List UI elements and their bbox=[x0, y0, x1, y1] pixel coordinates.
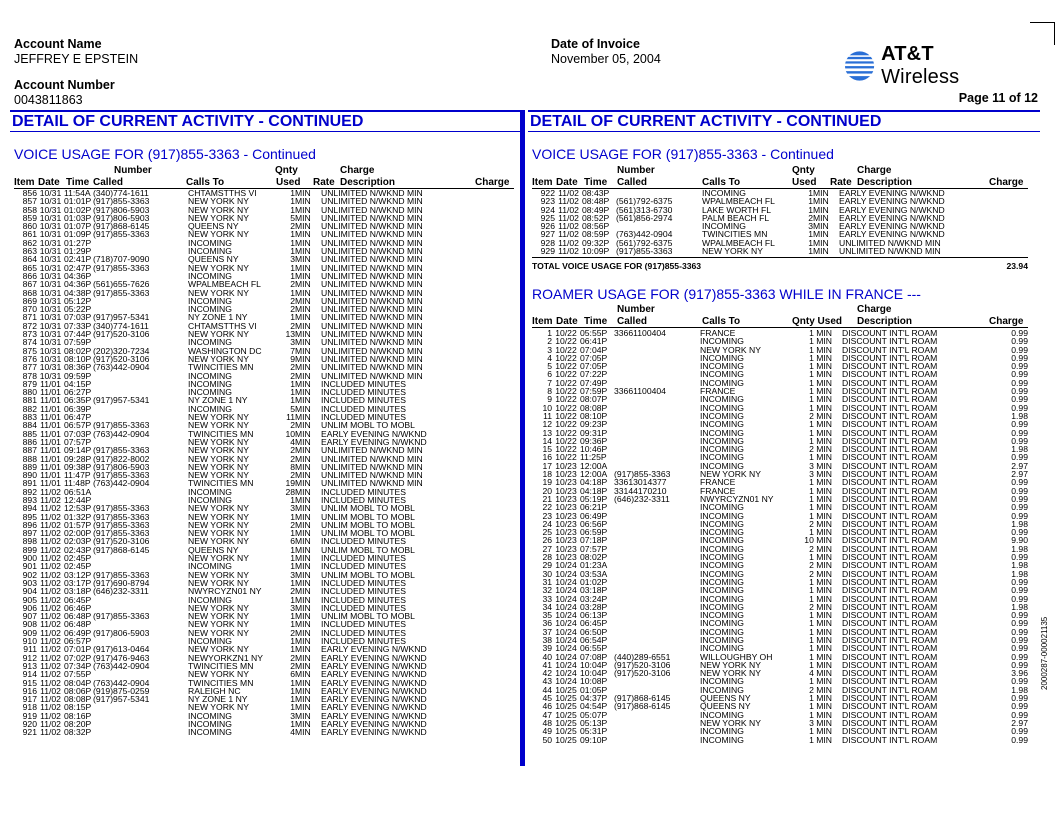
table-row: 907 11/02 06:48P (917)855-3363 NEW YORK NY 1 MIN UNLIM MOBL TO MOBL bbox=[22, 611, 415, 622]
total-voice-usage-label: TOTAL VOICE USAGE FOR (917)855-3363 bbox=[532, 261, 702, 271]
table-row: 867 10/31 04:36P (561)655-7626 WPALMBEACH FL 2 MIN UNLIMITED N/WKND MIN bbox=[22, 279, 423, 290]
voice-usage-subtitle-right: VOICE USAGE FOR (917)855-3363 - Continued bbox=[532, 146, 834, 162]
table-row: 28 10/23 08:02P INCOMING 1 MIN DISCOUNT INT'L ROAM 0.99 bbox=[542, 552, 1028, 563]
table-row: 16 10/22 11:25P INCOMING 1 MIN DISCOUNT INT'L ROAM 0.99 bbox=[542, 452, 1028, 463]
table-row: 917 11/02 08:08P (917)957-5341 NY ZONE 1 NY 1 MIN EARLY EVENING N/WKND bbox=[22, 694, 427, 705]
column-header-charge-r: Charge bbox=[989, 177, 1024, 188]
table-row: 866 10/31 04:36P INCOMING 1 MIN UNLIMITED N/WKND MIN bbox=[22, 270, 423, 281]
globe-icon bbox=[844, 50, 875, 82]
roamer-usage-table bbox=[532, 329, 1028, 744]
table-row: 43 10/24 10:08P INCOMING 1 MIN DISCOUNT INT'L ROAM 0.99 bbox=[542, 676, 1028, 687]
table-row: 33 10/24 03:24P INCOMING 1 MIN DISCOUNT INT'L ROAM 0.99 bbox=[542, 593, 1028, 604]
section-title-right: DETAIL OF CURRENT ACTIVITY - CONTINUED bbox=[528, 110, 1040, 132]
table-row: 875 10/31 08:02P (202)320-7234 WASHINGTON DC 7 MIN UNLIMITED N/WKND MIN bbox=[22, 345, 423, 356]
table-row: 920 11/02 08:20P INCOMING 1 MIN EARLY EVENING N/WKND bbox=[22, 719, 427, 729]
table-row: 899 11/02 02:43P (917)868-6145 QUEENS NY 1 MIN UNLIM MOBL TO MOBL bbox=[22, 544, 415, 555]
table-row: 23 10/23 06:49P INCOMING 1 MIN DISCOUNT INT'L ROAM 0.99 bbox=[542, 510, 1028, 521]
table-row: 4 10/22 07:05P INCOMING 1 MIN DISCOUNT INT'L ROAM 0.99 bbox=[547, 352, 1028, 363]
table-row: 916 11/02 08:06P (919)875-0259 RALEIGH NC 1 MIN EARLY EVENING N/WKND bbox=[22, 685, 427, 696]
table-row: 918 11/02 08:15P NEW YORK NY 1 MIN EARLY EVENING N/WKND bbox=[22, 702, 427, 713]
table-row: 868 10/31 04:38P (917)855-3363 NEW YORK NY 1 MIN UNLIMITED N/WKND MIN bbox=[22, 287, 423, 298]
table-row: 893 11/02 12:44P INCOMING 1 MIN INCLUDED MINUTES bbox=[22, 494, 406, 505]
roam-header-calls-to: Calls To bbox=[702, 316, 741, 327]
logo-text: AT&T Wireless bbox=[881, 43, 960, 88]
table-row: 864 10/31 02:41P (718)707-9090 QUEENS NY 3 MIN UNLIMITED N/WKND MIN bbox=[22, 254, 423, 265]
table-row: 31 10/24 01:02P INCOMING 1 MIN DISCOUNT INT'L ROAM 0.99 bbox=[542, 576, 1028, 587]
table-row: 921 11/02 08:32P INCOMING 4 MIN EARLY EVENING N/WKND bbox=[22, 727, 427, 738]
account-number-label: Account Number bbox=[14, 78, 115, 92]
table-row: 9 10/22 08:07P INCOMING 1 MIN DISCOUNT INT'L ROAM 0.99 bbox=[547, 394, 1028, 405]
roamer-usage-subtitle: ROAMER USAGE FOR (917)855-3363 WHILE IN FRANCE --- bbox=[532, 286, 921, 302]
document-side-code: 2000287-000021135 bbox=[1040, 616, 1049, 690]
table-row: 8 10/22 07:59P 33661100404 FRANCE 1 MIN DISCOUNT INT'L ROAM 0.99 bbox=[547, 386, 1028, 397]
corner-mark bbox=[1030, 22, 1055, 45]
table-row: 863 10/31 01:29P INCOMING 1 MIN UNLIMITED N/WKND MIN bbox=[22, 246, 423, 257]
table-row: 926 11/02 08:56P INCOMING 3 MIN EARLY EVENING N/WKND bbox=[540, 221, 945, 232]
roam-header-charge: Charge bbox=[989, 316, 1024, 327]
table-row: 44 10/25 01:05P INCOMING 2 MIN DISCOUNT INT'L ROAM 1.98 bbox=[542, 684, 1028, 695]
invoice-date: November 05, 2004 bbox=[551, 52, 661, 66]
table-row: 914 11/02 07:55P NEW YORK NY 6 MIN EARLY EVENING N/WKND bbox=[22, 669, 427, 680]
table-row: 13 10/22 09:31P INCOMING 1 MIN DISCOUNT INT'L ROAM 0.99 bbox=[542, 427, 1028, 438]
table-row: 874 10/31 07:59P INCOMING 3 MIN UNLIMITED N/WKND MIN bbox=[22, 337, 423, 348]
table-row: 890 11/01 11:47P (917)855-3363 NEW YORK NY 2 MIN UNLIMITED N/WKND MIN bbox=[22, 470, 423, 481]
table-row: 5 10/22 07:05P INCOMING 1 MIN DISCOUNT INT'L ROAM 0.99 bbox=[547, 361, 1028, 372]
column-header-called: Called bbox=[93, 177, 124, 188]
column-header-charge-top-r: Charge bbox=[857, 165, 892, 176]
table-row: 859 10/31 01:03P (917)806-5903 NEW YORK NY 5 MIN UNLIMITED N/WKND MIN bbox=[22, 212, 423, 223]
table-row: 884 11/01 06:57P (917)855-3363 NEW YORK NY 2 MIN UNLIM MOBL TO MOBL bbox=[22, 420, 415, 431]
table-row: 857 10/31 01:01P (917)855-3363 NEW YORK NY 1 MIN UNLIMITED N/WKND MIN bbox=[22, 196, 423, 207]
roam-header-time: Time bbox=[584, 316, 608, 327]
roam-header-description: Description bbox=[857, 316, 913, 327]
column-header-date: Date bbox=[38, 177, 60, 188]
table-row: 894 11/02 12:53P (917)855-3363 NEW YORK NY 3 MIN UNLIM MOBL TO MOBL bbox=[22, 503, 415, 514]
table-row: 882 11/01 06:39P INCOMING 5 MIN INCLUDED MINUTES bbox=[22, 403, 406, 414]
table-row: 924 11/02 08:49P (561)313-6730 LAKE WORTH FL 1 MIN EARLY EVENING N/WKND bbox=[540, 204, 945, 215]
section-title-left: DETAIL OF CURRENT ACTIVITY - CONTINUED bbox=[10, 110, 520, 132]
column-header-description: Description bbox=[340, 177, 396, 188]
table-row: 871 10/31 07:03P (917)957-5341 NY ZONE 1 NY 1 MIN UNLIMITED N/WKND MIN bbox=[22, 312, 423, 323]
roam-header-date: Date bbox=[556, 316, 578, 327]
att-wireless-logo bbox=[844, 43, 1014, 88]
column-header-item-r: Item bbox=[532, 177, 553, 188]
table-row: 870 10/31 05:22P INCOMING 2 MIN UNLIMITED N/WKND MIN bbox=[22, 304, 423, 315]
table-row: 865 10/31 02:47P (917)855-3363 NEW YORK NY 1 MIN UNLIMITED N/WKND MIN bbox=[22, 262, 423, 273]
roam-header-number: Number bbox=[617, 304, 655, 315]
table-row: 7 10/22 07:49P INCOMING 1 MIN DISCOUNT INT'L ROAM 0.99 bbox=[547, 377, 1028, 388]
table-row: 880 11/01 06:27P INCOMING 1 MIN INCLUDED MINUTES bbox=[22, 387, 406, 398]
table-row: 26 10/23 07:18P INCOMING 10 MIN DISCOUNT INT'L ROAM 9.90 bbox=[542, 535, 1028, 546]
table-row: 24 10/23 06:56P INCOMING 2 MIN DISCOUNT INT'L ROAM 1.98 bbox=[542, 518, 1028, 529]
roam-header-item: Item bbox=[532, 316, 553, 327]
column-header-qnty-r: Qnty bbox=[792, 165, 815, 176]
table-row: 877 10/31 08:36P (763)442-0904 TWINCITIES MN 2 MIN UNLIMITED N/WKND MIN bbox=[22, 362, 423, 373]
column-header-time-r: Time bbox=[584, 177, 608, 188]
table-row: 50 10/25 09:10P INCOMING 1 MIN DISCOUNT INT'L ROAM 0.99 bbox=[542, 734, 1028, 745]
table-row: 21 10/23 05:19P (646)232-3311 NWYRCYZN01 NY 1 MIN DISCOUNT INT'L ROAM 0.99 bbox=[542, 493, 1028, 504]
table-row: 891 11/01 11:48P (763)442-0904 TWINCITIES MN 19 MIN UNLIMITED N/WKND MIN bbox=[22, 478, 423, 489]
table-row: 872 10/31 07:33P (340)774-1611 CHTAMSTTHS VI 2 MIN UNLIMITED N/WKND MIN bbox=[22, 320, 423, 331]
table-row: 49 10/25 05:31P INCOMING 1 MIN DISCOUNT INT'L ROAM 0.99 bbox=[542, 726, 1028, 737]
table-row: 27 10/23 07:57P INCOMING 2 MIN DISCOUNT INT'L ROAM 1.98 bbox=[542, 543, 1028, 554]
table-row: 883 11/01 06:47P NEW YORK NY 11 MIN INCLUDED MINUTES bbox=[22, 412, 406, 423]
table-row: 6 10/22 07:22P INCOMING 1 MIN DISCOUNT INT'L ROAM 0.99 bbox=[547, 369, 1028, 380]
table-row: 38 10/24 06:54P INCOMING 1 MIN DISCOUNT INT'L ROAM 0.99 bbox=[542, 634, 1028, 645]
invoice-date-label: Date of Invoice bbox=[551, 37, 640, 51]
voice-usage-subtitle-left: VOICE USAGE FOR (917)855-3363 - Continued bbox=[14, 146, 316, 162]
column-header-rate: Rate bbox=[313, 177, 335, 188]
table-row: 45 10/25 04:37P (917)868-6145 QUEENS NY 1 MIN DISCOUNT INT'L ROAM 0.99 bbox=[542, 693, 1028, 704]
table-row: 902 11/02 03:12P (917)855-3363 NEW YORK NY 3 MIN UNLIM MOBL TO MOBL bbox=[22, 569, 415, 580]
table-row: 14 10/22 09:36P INCOMING 1 MIN DISCOUNT INT'L ROAM 0.99 bbox=[542, 435, 1028, 446]
table-row: 858 10/31 01:02P (917)806-5903 NEW YORK NY 1 MIN UNLIMITED N/WKND MIN bbox=[22, 204, 423, 215]
table-row: 19 10/23 04:18P 33613014377 FRANCE 1 MIN DISCOUNT INT'L ROAM 0.99 bbox=[542, 477, 1028, 488]
account-number: 0043811863 bbox=[14, 93, 83, 107]
table-row: 906 11/02 06:46P NEW YORK NY 3 MIN INCLUDED MINUTES bbox=[22, 602, 406, 613]
table-row: 900 11/02 02:45P NEW YORK NY 1 MIN INCLUDED MINUTES bbox=[22, 553, 406, 564]
table-row: 32 10/24 03:18P INCOMING 1 MIN DISCOUNT INT'L ROAM 0.99 bbox=[542, 585, 1028, 596]
table-row: 888 11/01 09:28P (917)822-8002 NEW YORK NY 2 MIN UNLIMITED N/WKND MIN bbox=[22, 453, 423, 464]
table-row: 881 11/01 06:35P (917)957-5341 NY ZONE 1 NY 1 MIN INCLUDED MINUTES bbox=[22, 395, 406, 406]
column-header-called-r: Called bbox=[617, 177, 648, 188]
roam-header-charge-top: Charge bbox=[857, 304, 892, 315]
column-header-rate-r: Rate bbox=[830, 177, 852, 188]
table-row: 905 11/02 06:45P INCOMING 1 MIN INCLUDED MINUTES bbox=[22, 594, 406, 605]
table-row: 29 10/24 01:23A INCOMING 2 MIN DISCOUNT INT'L ROAM 1.98 bbox=[542, 560, 1028, 571]
page-number: Page 11 of 12 bbox=[958, 91, 1038, 105]
table-row: 903 11/02 03:17P (917)690-8794 NEW YORK NY 1 MIN INCLUDED MINUTES bbox=[22, 577, 406, 588]
total-rule bbox=[532, 257, 1028, 258]
table-row: 896 11/02 01:57P (917)855-3363 NEW YORK NY 2 MIN UNLIM MOBL TO MOBL bbox=[22, 519, 415, 530]
column-header-date-r: Date bbox=[556, 177, 578, 188]
table-row: 922 11/02 08:43P INCOMING 1 MIN EARLY EVENING N/WKND bbox=[540, 188, 945, 198]
table-row: 860 10/31 01:07P (917)868-6145 QUEENS NY 2 MIN UNLIMITED N/WKND MIN bbox=[22, 221, 423, 232]
table-row: 913 11/02 07:34P (763)442-0904 TWINCITIES MN 2 MIN EARLY EVENING N/WKND bbox=[22, 660, 427, 671]
table-row: 36 10/24 06:45P INCOMING 1 MIN DISCOUNT INT'L ROAM 0.99 bbox=[542, 618, 1028, 629]
table-row: 910 11/02 06:57P INCOMING 1 MIN INCLUDED MINUTES bbox=[22, 636, 406, 647]
column-header-qnty: Qnty bbox=[275, 165, 298, 176]
table-row: 861 10/31 01:09P (917)855-3363 NEW YORK NY 1 MIN UNLIMITED N/WKND MIN bbox=[22, 229, 423, 240]
table-row: 869 10/31 05:12P INCOMING 2 MIN UNLIMITED N/WKND MIN bbox=[22, 295, 423, 306]
table-row: 923 11/02 08:48P (561)792-6375 WPALMBEACH FL 1 MIN EARLY EVENING N/WKND bbox=[540, 196, 945, 207]
table-row: 909 11/02 06:49P (917)806-5903 NEW YORK NY 2 MIN INCLUDED MINUTES bbox=[22, 627, 406, 638]
table-row: 20 10/23 04:18P 33144170210 FRANCE 1 MIN DISCOUNT INT'L ROAM 0.99 bbox=[542, 485, 1028, 496]
table-row: 927 11/02 08:59P (763)442-0904 TWINCITIES MN 1 MIN EARLY EVENING N/WKND bbox=[540, 229, 945, 240]
column-header-description-r: Description bbox=[857, 177, 913, 188]
column-header-charge-top: Charge bbox=[340, 165, 375, 176]
table-row: 41 10/24 10:04P (917)520-3106 NEW YORK NY 1 MIN DISCOUNT INT'L ROAM 0.99 bbox=[542, 659, 1028, 670]
table-row: 901 11/02 02:45P INCOMING 1 MIN INCLUDED MINUTES bbox=[22, 561, 406, 572]
table-row: 46 10/25 04:54P (917)868-6145 QUEENS NY 1 MIN DISCOUNT INT'L ROAM 0.99 bbox=[542, 701, 1028, 712]
table-row: 889 11/01 09:38P (917)806-5903 NEW YORK NY 8 MIN UNLIMITED N/WKND MIN bbox=[22, 461, 423, 472]
table-row: 47 10/25 05:07P INCOMING 1 MIN DISCOUNT INT'L ROAM 0.99 bbox=[542, 709, 1028, 720]
table-row: 878 10/31 09:59P INCOMING 2 MIN UNLIMITED N/WKND MIN bbox=[22, 370, 423, 381]
table-row: 856 10/31 11:54A (340)774-1611 CHTAMSTTHS VI 1 MIN UNLIMITED N/WKND MIN bbox=[22, 188, 423, 198]
table-row: 39 10/24 06:55P INCOMING 1 MIN DISCOUNT INT'L ROAM 0.99 bbox=[542, 643, 1028, 654]
column-header-time: Time bbox=[66, 177, 90, 188]
table-row: 886 11/01 07:57P NEW YORK NY 4 MIN EARLY EVENING N/WKND bbox=[22, 436, 427, 447]
column-divider bbox=[520, 110, 525, 766]
table-row: 35 10/24 06:13P INCOMING 1 MIN DISCOUNT INT'L ROAM 0.99 bbox=[542, 610, 1028, 621]
table-row: 12 10/22 09:23P INCOMING 1 MIN DISCOUNT INT'L ROAM 0.99 bbox=[542, 419, 1028, 430]
table-row: 2 10/22 06:41P INCOMING 1 MIN DISCOUNT INT'L ROAM 0.99 bbox=[547, 336, 1028, 347]
table-row: 929 11/02 10:09P (917)855-3363 NEW YORK NY 1 MIN UNLIMITED N/WKND MIN bbox=[540, 246, 941, 257]
column-header-number-r: Number bbox=[617, 165, 655, 176]
table-row: 887 11/01 09:14P (917)855-3363 NEW YORK NY 2 MIN UNLIMITED N/WKND MIN bbox=[22, 445, 423, 456]
table-row: 3 10/22 07:04P NEW YORK NY 1 MIN DISCOUNT INT'L ROAM 0.99 bbox=[547, 344, 1028, 355]
total-voice-usage-value: 23.94 bbox=[1006, 261, 1028, 271]
voice-usage-table-left bbox=[14, 189, 512, 737]
table-row: 879 11/01 04:15P INCOMING 1 MIN INCLUDED MINUTES bbox=[22, 378, 406, 389]
table-row: 40 10/24 07:08P (440)289-6551 WILLOUGHBY OH 1 MIN DISCOUNT INT'L ROAM 0.99 bbox=[542, 651, 1028, 662]
table-row: 25 10/23 06:59P INCOMING 1 MIN DISCOUNT INT'L ROAM 0.99 bbox=[542, 527, 1028, 538]
table-row: 919 11/02 08:16P INCOMING 3 MIN EARLY EVENING N/WKND bbox=[22, 710, 427, 721]
column-header-used-r: Used bbox=[792, 177, 817, 188]
table-row: 885 11/01 07:03P (763)442-0904 TWINCITIES MN 10 MIN EARLY EVENING N/WKND bbox=[22, 428, 427, 439]
table-row: 48 10/25 05:13P NEW YORK NY 3 MIN DISCOUNT INT'L ROAM 2.97 bbox=[542, 717, 1028, 728]
voice-usage-table-right bbox=[532, 189, 1028, 255]
account-name-label: Account Name bbox=[14, 37, 102, 51]
table-row: 1 10/22 05:55P 33661100404 FRANCE 1 MIN DISCOUNT INT'L ROAM 0.99 bbox=[547, 328, 1028, 338]
table-row: 10 10/22 08:08P INCOMING 1 MIN DISCOUNT INT'L ROAM 0.99 bbox=[542, 402, 1028, 413]
table-row: 892 11/02 06:51A INCOMING 28 MIN INCLUDED MINUTES bbox=[22, 486, 406, 497]
table-row: 911 11/02 07:01P (917)613-0464 NEW YORK NY 1 MIN EARLY EVENING N/WKND bbox=[23, 644, 427, 655]
table-row: 30 10/24 03:53A INCOMING 2 MIN DISCOUNT INT'L ROAM 1.98 bbox=[542, 568, 1028, 579]
table-row: 904 11/02 03:18P (646)232-3311 NWYRCYZN01 NY 2 MIN INCLUDED MINUTES bbox=[22, 586, 406, 597]
table-row: 897 11/02 02:00P (917)855-3363 NEW YORK NY 1 MIN UNLIM MOBL TO MOBL bbox=[22, 528, 415, 539]
table-row: 876 10/31 08:10P (917)520-3106 NEW YORK NY 9 MIN UNLIMITED N/WKND MIN bbox=[22, 353, 423, 364]
roam-header-qnty-used: Qnty Used bbox=[792, 316, 843, 327]
roam-header-called: Called bbox=[617, 316, 648, 327]
column-header-used: Used bbox=[276, 177, 301, 188]
table-row: 42 10/24 10:04P (917)520-3106 NEW YORK NY 4 MIN DISCOUNT INT'L ROAM 3.96 bbox=[542, 668, 1028, 679]
column-header-calls-to-r: Calls To bbox=[702, 177, 741, 188]
table-row: 873 10/31 07:44P (917)520-3106 NEW YORK NY 13 MIN UNLIMITED N/WKND MIN bbox=[22, 329, 423, 340]
table-row: 895 11/02 01:32P (917)855-3363 NEW YORK NY 1 MIN UNLIM MOBL TO MOBL bbox=[22, 511, 415, 522]
column-header-item: Item bbox=[14, 177, 35, 188]
column-header-number: Number bbox=[114, 165, 152, 176]
table-row: 898 11/02 02:03P (917)520-3106 NEW YORK NY 6 MIN INCLUDED MINUTES bbox=[22, 536, 406, 547]
table-row: 862 10/31 01:27P INCOMING 1 MIN UNLIMITED N/WKND MIN bbox=[22, 237, 423, 248]
table-row: 17 10/23 12:00A INCOMING 3 MIN DISCOUNT INT'L ROAM 2.97 bbox=[542, 460, 1028, 471]
table-row: 18 10/23 12:00A (917)855-3363 NEW YORK NY 3 MIN DISCOUNT INT'L ROAM 2.97 bbox=[542, 469, 1028, 480]
table-row: 11 10/22 08:10P INCOMING 2 MIN DISCOUNT INT'L ROAM 1.98 bbox=[543, 410, 1028, 421]
table-row: 915 11/02 08:04P (763)442-0904 TWINCITIES MN 1 MIN EARLY EVENING N/WKND bbox=[22, 677, 427, 688]
table-row: 22 10/23 06:21P INCOMING 1 MIN DISCOUNT INT'L ROAM 0.99 bbox=[542, 502, 1028, 513]
table-row: 37 10/24 06:50P INCOMING 1 MIN DISCOUNT INT'L ROAM 0.99 bbox=[542, 626, 1028, 637]
table-row: 34 10/24 03:28P INCOMING 2 MIN DISCOUNT INT'L ROAM 1.98 bbox=[542, 601, 1028, 612]
column-header-calls-to: Calls To bbox=[186, 177, 225, 188]
column-header-charge: Charge bbox=[475, 177, 510, 188]
table-row: 925 11/02 08:52P (561)856-2974 PALM BEACH FL 2 MIN EARLY EVENING N/WKND bbox=[540, 212, 945, 223]
table-row: 928 11/02 09:32P (561)792-6375 WPALMBEACH FL 1 MIN UNLIMITED N/WKND MIN bbox=[540, 237, 941, 248]
table-row: 15 10/22 10:46P INCOMING 2 MIN DISCOUNT INT'L ROAM 1.98 bbox=[542, 444, 1028, 455]
table-row: 912 11/02 07:02P (917)476-9463 NEWYORKZN1 NY 2 MIN EARLY EVENING N/WKND bbox=[22, 652, 427, 663]
table-row: 908 11/02 06:48P NEW YORK NY 1 MIN INCLUDED MINUTES bbox=[22, 619, 406, 630]
account-name: JEFFREY E EPSTEIN bbox=[14, 52, 139, 66]
